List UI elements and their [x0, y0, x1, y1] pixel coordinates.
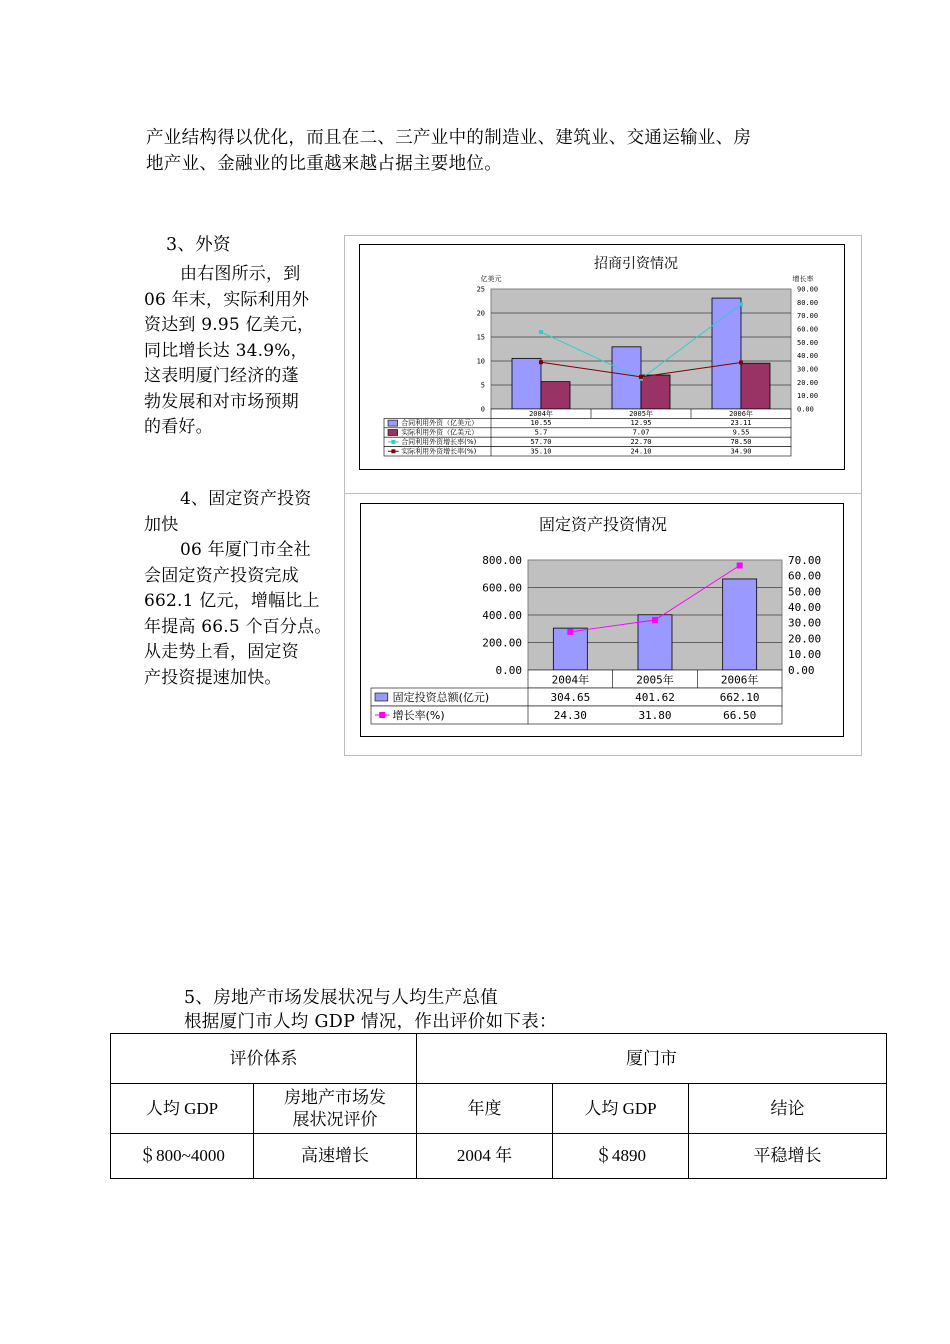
legend-label: 实际利用外资（亿美元） — [401, 428, 479, 437]
intro-paragraph — [146, 125, 846, 177]
legend-key — [388, 420, 398, 426]
line-marker — [652, 617, 658, 623]
text-line: 由右图所示，到 — [180, 264, 301, 284]
data-label: 78.50 — [730, 437, 752, 446]
y-tick-label: 200.00 — [482, 636, 522, 650]
table-subheader-cell: 结论 — [689, 1084, 887, 1134]
y-tick-label: 800.00 — [482, 553, 522, 567]
y2-tick-label: 80.00 — [797, 298, 819, 307]
y2-tick-label: 30.00 — [797, 365, 819, 374]
text-line: 4、固定资产投资 — [180, 489, 312, 509]
x-tick-label: 2005年 — [629, 410, 653, 419]
y2-tick-label: 50.00 — [797, 338, 819, 347]
bar — [512, 358, 541, 409]
section3-text — [144, 262, 334, 441]
y-tick-label: 10 — [476, 357, 485, 366]
bar — [612, 347, 641, 409]
text-line: 的看好。 — [144, 417, 213, 437]
data-label: 304.65 — [550, 690, 591, 704]
table-cell: 2004 年 — [417, 1134, 553, 1179]
data-label: 22.70 — [630, 437, 652, 446]
line-marker — [739, 360, 743, 364]
table-header-cell: 评价体系 — [111, 1034, 417, 1084]
bar — [541, 382, 570, 409]
y2-tick-label: 20.00 — [797, 378, 819, 387]
chart2-container — [360, 503, 844, 737]
bar — [741, 363, 770, 409]
text-line: 06 年厦门市全社 — [180, 540, 311, 560]
y-tick-label: 0.00 — [495, 663, 522, 677]
intro-line: 地产业、金融业的比重越来越占据主要地位。 — [146, 154, 502, 174]
data-label: 31.80 — [638, 708, 672, 722]
section4-text — [144, 538, 344, 691]
y2-tick-label: 10.00 — [788, 648, 822, 662]
section5-intro: 根据厦门市人均 GDP 情况，作出评价如下表： — [184, 1012, 557, 1032]
legend-label: 合同利用外资增长率(%) — [401, 437, 477, 446]
y-tick-label: 20 — [476, 309, 485, 318]
data-label: 5.7 — [534, 428, 548, 437]
y-axis-label: 亿美元 — [480, 275, 502, 283]
y2-tick-label: 60.00 — [788, 569, 822, 583]
text-line: 资达到 9.95 亿美元， — [144, 315, 315, 335]
line-marker — [567, 629, 573, 635]
y-tick-label: 400.00 — [482, 608, 522, 622]
legend-key — [379, 712, 385, 718]
y2-tick-label: 70.00 — [797, 312, 819, 321]
data-label: 10.55 — [530, 419, 552, 428]
y-tick-label: 25 — [476, 285, 485, 294]
legend-label: 增长率(%) — [392, 708, 445, 722]
chart-title: 招商引资情况 — [594, 256, 678, 272]
y2-tick-label: 20.00 — [788, 632, 822, 646]
y2-tick-label: 70.00 — [788, 553, 822, 567]
text-line: 同比增长达 34.9%， — [144, 340, 308, 361]
y2-axis-label: 增长率 — [792, 275, 814, 283]
table-subheader-cell: 人均 GDP — [111, 1084, 254, 1134]
bar — [723, 579, 757, 670]
text-line: 勃发展和对市场预期 — [144, 391, 299, 412]
y-tick-label: 600.00 — [482, 581, 522, 595]
text-line: 产投资提速加快。 — [144, 667, 282, 688]
x-tick-label: 2004年 — [529, 410, 553, 419]
section3-heading: 3、外资 — [166, 235, 231, 255]
table-subheader-cell: 房地产市场发展状况评价 — [254, 1084, 417, 1134]
fixed-asset-investment-chart — [361, 504, 843, 736]
data-label: 35.10 — [530, 447, 552, 456]
line-marker — [539, 360, 543, 364]
data-label: 662.10 — [719, 690, 760, 704]
data-label: 12.95 — [630, 419, 652, 428]
text-line: 加快 — [144, 514, 179, 535]
legend-label: 实际利用外资增长率(%) — [401, 447, 477, 456]
legend-key — [388, 430, 398, 436]
y-tick-label: 5 — [480, 381, 485, 390]
table-subheader-cell: 人均 GDP — [553, 1084, 689, 1134]
table-header-cell: 厦门市 — [417, 1034, 887, 1084]
x-tick-label: 2004年 — [551, 673, 590, 687]
chart-title: 固定资产投资情况 — [538, 515, 668, 534]
y2-tick-label: 30.00 — [788, 616, 822, 630]
line-marker — [737, 563, 743, 569]
text-line: 662.1 亿元，增幅比上 — [144, 591, 320, 611]
chart1-container — [359, 244, 845, 470]
data-label: 7.07 — [632, 428, 650, 437]
text-line: 06 年末，实际利用外 — [144, 289, 310, 310]
data-label: 57.70 — [530, 437, 552, 446]
legend-label: 固定投资总额(亿元) — [392, 690, 490, 704]
table-cell: 平稳增长 — [689, 1134, 887, 1179]
line-marker — [639, 375, 643, 379]
y2-tick-label: 0.00 — [788, 663, 815, 677]
y2-tick-label: 40.00 — [797, 352, 819, 361]
section4-heading — [144, 487, 334, 538]
y2-tick-label: 60.00 — [797, 325, 819, 334]
table-cell: ＄4890 — [553, 1134, 689, 1179]
text-line: 从走势上看，固定资 — [144, 642, 299, 662]
y2-tick-label: 40.00 — [788, 600, 822, 614]
intro-line: 产业结构得以优化，而且在二、三产业中的制造业、建筑业、交通运输业、房 — [146, 128, 752, 148]
table-subheader-row — [111, 1084, 887, 1134]
data-label: 401.62 — [635, 690, 675, 704]
data-label: 23.11 — [730, 419, 752, 428]
data-label: 24.30 — [553, 708, 587, 722]
line-marker — [539, 330, 543, 334]
table-header-row — [111, 1034, 887, 1084]
legend-key — [391, 440, 395, 444]
x-tick-label: 2006年 — [720, 673, 759, 687]
x-tick-label: 2005年 — [636, 673, 674, 687]
table-cell: ＄800~4000 — [111, 1134, 254, 1179]
legend-key — [391, 449, 395, 453]
table-subheader-cell: 年度 — [417, 1084, 553, 1134]
data-label: 66.50 — [723, 708, 757, 722]
line-marker — [739, 302, 743, 306]
section5-heading: 5、房地产市场发展状况与人均生产总值 — [184, 988, 499, 1008]
bar — [638, 615, 672, 670]
table-cell: 高速增长 — [254, 1134, 417, 1179]
text-line: 会固定资产投资完成 — [144, 565, 299, 586]
data-label: 34.90 — [730, 447, 752, 456]
investment-attraction-chart — [360, 245, 844, 469]
x-tick-label: 2006年 — [729, 410, 753, 419]
legend-key — [375, 693, 388, 701]
legend-label: 合同利用外资（亿美元） — [401, 419, 479, 428]
gdp-evaluation-table — [110, 1033, 887, 1179]
table-row — [111, 1134, 887, 1179]
y-tick-label: 0 — [480, 405, 485, 414]
data-label: 9.55 — [732, 428, 750, 437]
bar — [641, 375, 670, 409]
y-tick-label: 15 — [476, 333, 485, 342]
y2-tick-label: 90.00 — [797, 285, 819, 294]
y2-tick-label: 10.00 — [797, 392, 819, 401]
y2-tick-label: 50.00 — [788, 585, 822, 599]
text-line: 年提高 66.5 个百分点。 — [144, 616, 332, 637]
text-line: 这表明厦门经济的蓬 — [144, 366, 299, 386]
data-label: 24.10 — [630, 447, 652, 456]
y2-tick-label: 0.00 — [797, 405, 814, 414]
